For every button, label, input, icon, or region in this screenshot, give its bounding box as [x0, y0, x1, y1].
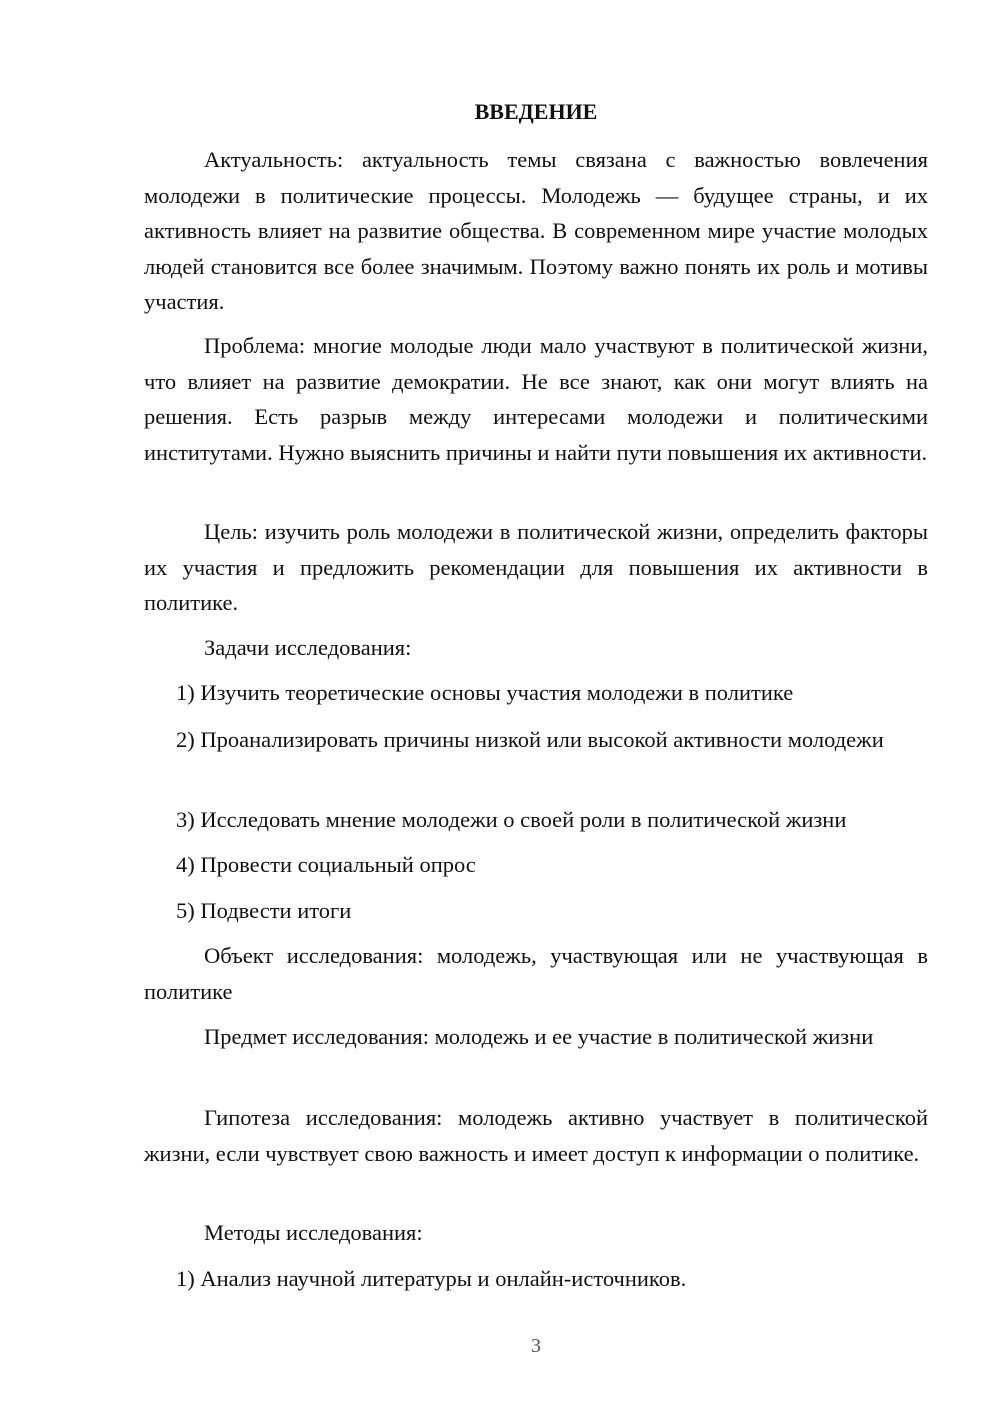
goal-paragraph: Цель: изучить роль молодежи в политической жизни, определить факторы их участия и предложить рекомендации для повышения их активности в политике. [144, 519, 928, 615]
task-item: 2) Проанализировать причины низкой или высокой активности молодежи [176, 727, 884, 752]
task-item: 1) Изучить теоретические основы участия молодежи в политике [176, 680, 794, 705]
tasks-label: Задачи исследования: [204, 635, 412, 660]
task-item: 5) Подвести итоги [176, 898, 352, 923]
hypothesis-paragraph: Гипотеза исследования: молодежь активно участвует в политической жизни, если чувствует свою важность и имеет доступ к информации о политике. [144, 1105, 928, 1166]
page-number: 3 [531, 1335, 541, 1357]
method-item: 1) Анализ научной литературы и онлайн-источников. [176, 1266, 687, 1291]
object-paragraph: Объект исследования: молодежь, участвующая или не участвующая в политике [144, 943, 928, 1004]
task-item: 3) Исследовать мнение молодежи о своей роли в политической жизни [176, 807, 847, 832]
methods-label: Методы исследования: [204, 1220, 423, 1245]
section-heading: ВВЕДЕНИЕ [474, 99, 598, 124]
subject-paragraph: Предмет исследования: молодежь и ее участие в политической жизни [204, 1024, 874, 1049]
problem-paragraph: Проблема: многие молодые люди мало участвуют в политической жизни, что влияет на развитие демократии. Не все знают, как они могут влиять на решения. Есть разрыв между интересами молодежи и политическими институтами. Нужно выяснить причины и найти пути повышения их активности. [144, 333, 928, 465]
task-item: 4) Провести социальный опрос [176, 852, 476, 877]
relevance-paragraph: Актуальность: актуальность темы связана с важностью вовлечения молодежи в политические процессы. Молодежь — будущее страны, и их активность влияет на развитие общества. В современном мире участие молодых людей становится все более значимым. Поэтому важно понять их роль и мотивы участия. [144, 147, 928, 314]
